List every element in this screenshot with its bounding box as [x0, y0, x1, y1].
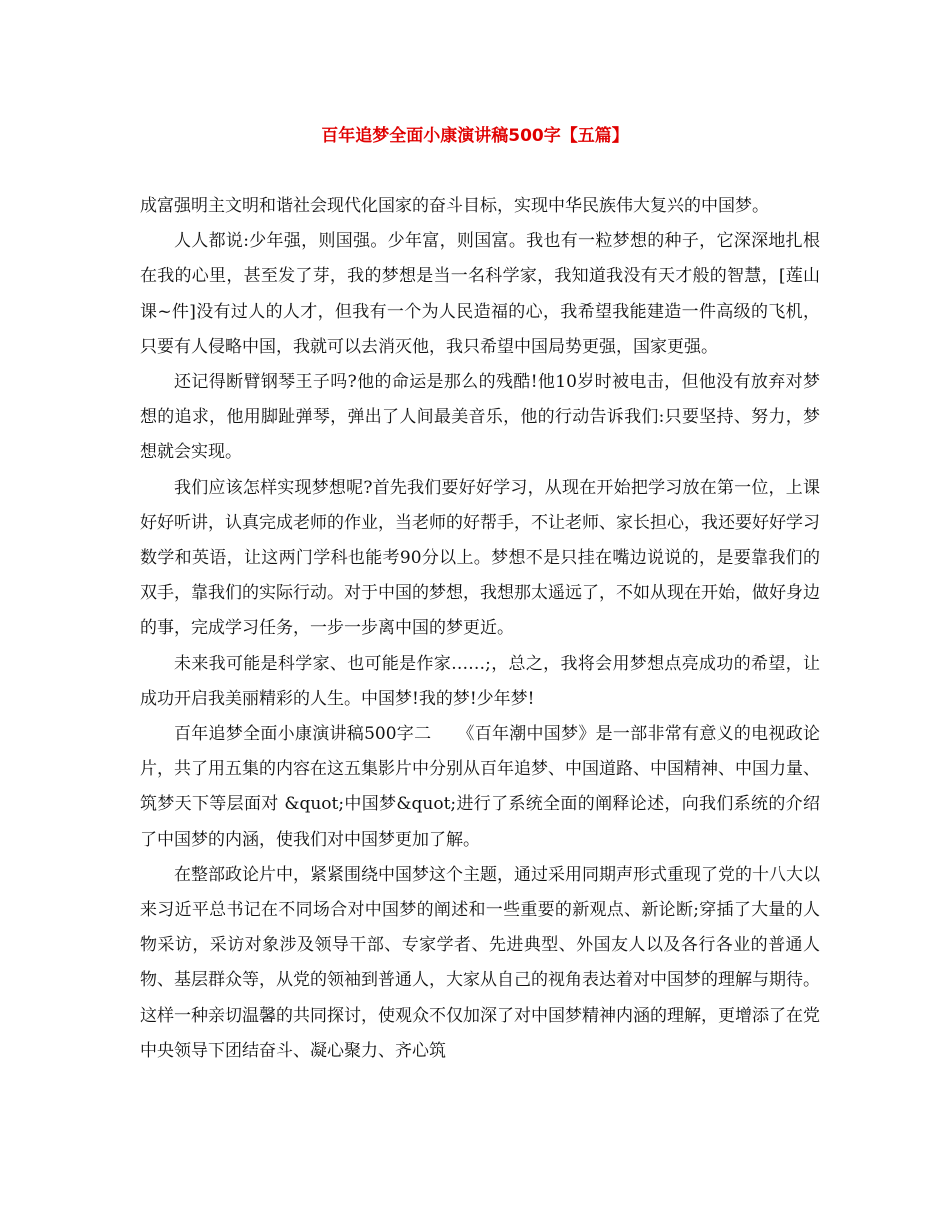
paragraph-6: 百年追梦全面小康演讲稿500字二 《百年潮中国梦》是一部非常有意义的电视政论片，共了用五集的内容在这五集影片中分别从百年追梦、中国道路、中国精神、中国力量、筑梦天下等层面对 &quot;中国梦&quot;进行了系统全面的阐释论述，向我们系统的介绍了中国梦的内涵，使我们对中国梦更加了解。 [140, 724, 820, 850]
paragraph-2: 人人都说:少年强，则国强。少年富，则国富。我也有一粒梦想的种子，它深深地扎根在我的心里，甚至发了芽，我的梦想是当一名科学家，我知道我没有天才般的智慧，[莲山 课~件]没有过人的人才，但我有一个为人民造福的心，我希望我能建造一件高级的飞机，只要有人侵略中国，我就可以去消灭他，我只希望中国局势更强，国家更强。 [140, 231, 820, 357]
document-body [140, 189, 820, 1069]
document-title: 百年追梦全面小康演讲稿500字【五篇】 [321, 126, 629, 146]
paragraph-3: 还记得断臂钢琴王子吗?他的命运是那么的残酷!他10岁时被电击，但他没有放弃对梦想的追求，他用脚趾弹琴，弹出了人间最美音乐，他的行动告诉我们:只要坚持、努力，梦想就会实现。 [140, 372, 820, 463]
paragraph-5: 未来我可能是科学家、也可能是作家……;，总之，我将会用梦想点亮成功的希望，让成功开启我美丽精彩的人生。中国梦!我的梦!少年梦! [140, 653, 820, 709]
paragraph-4: 我们应该怎样实现梦想呢?首先我们要好好学习，从现在开始把学习放在第一位，上课好好听讲，认真完成老师的作业，当老师的好帮手，不让老师、家长担心，我还要好好学习数学和英语，让这两门学科也能考90分以上。梦想不是只挂在嘴边说说的，是要靠我们的双手，靠我们的实际行动。对于中国的梦想，我想那太遥远了，不如从现在开始，做好身边的事，完成学习任务，一步一步离中国的梦更近。 [140, 477, 820, 639]
paragraph-1: 成富强明主文明和谐社会现代化国家的奋斗目标，实现中华民族伟大复兴的中国梦。 [140, 196, 769, 216]
paragraph-7: 在整部政论片中，紧紧围绕中国梦这个主题，通过采用同期声形式重现了党的十八大以来习近平总书记在不同场合对中国梦的阐述和一些重要的新观点、新论断;穿插了大量的人物采访，采访对象涉及领导干部、专家学者、先进典型、外国友人以及各行各业的普通人物、基层群众等，从党的领袖到普通人，大家从自己的视角表达着对中国梦的理解与期待。这样一种亲切温馨的共同探讨，使观众不仅加深了对中国梦精神内涵的理解，更增添了在党中央领导下团结奋斗、凝心聚力、齐心筑 [140, 864, 820, 1061]
